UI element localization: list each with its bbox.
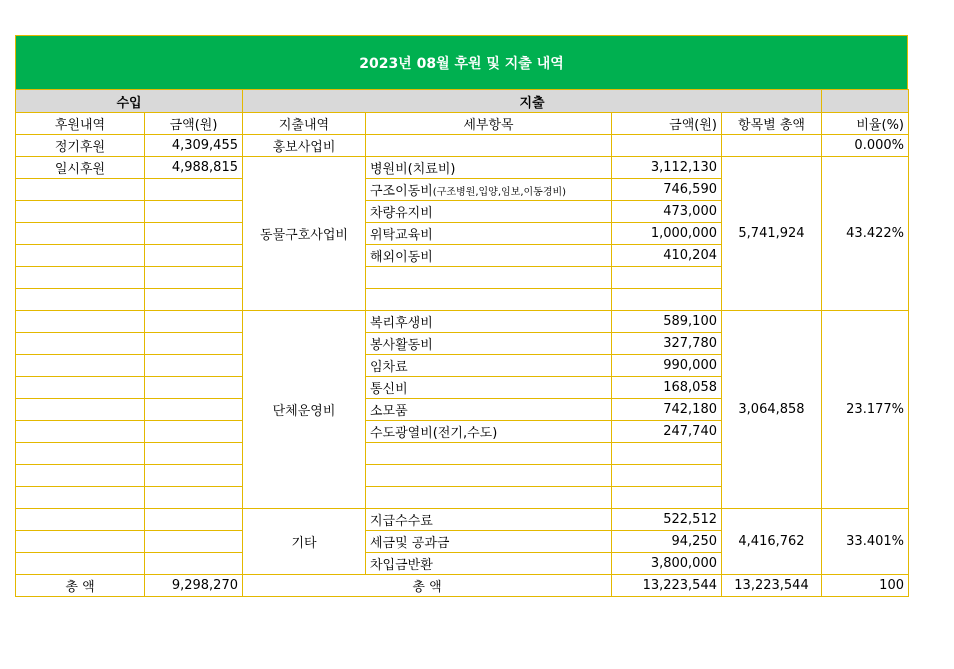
expense-amount-cell: 473,000 xyxy=(612,201,722,223)
detail-item-cell xyxy=(366,223,612,245)
detail-item-name: 복리후생비 xyxy=(370,316,433,331)
donation-type-header: 후원내역 xyxy=(16,113,145,135)
expense-amount-cell: 327,780 xyxy=(612,333,722,355)
blank-cell xyxy=(16,245,145,267)
income-label-cell: 정기후원 xyxy=(16,135,145,157)
blank-cell xyxy=(366,267,612,289)
blank-cell xyxy=(145,311,243,333)
ratio-cell: 43.422% xyxy=(822,157,909,311)
report-table xyxy=(15,89,909,597)
expense-amount-cell: 522,512 xyxy=(612,509,722,531)
blank-cell xyxy=(16,223,145,245)
ratio-cell: 33.401% xyxy=(822,509,909,575)
income-total-value: 9,298,270 xyxy=(145,575,243,597)
detail-item-cell xyxy=(366,157,612,179)
detail-item-header: 세부항목 xyxy=(366,113,612,135)
report-title: 2023년 08월 후원 및 지출 내역 xyxy=(15,35,908,89)
blank-cell xyxy=(16,465,145,487)
expense-amount-cell: 746,590 xyxy=(612,179,722,201)
blank-cell xyxy=(612,289,722,311)
expense-amount-cell: 742,180 xyxy=(612,399,722,421)
detail-item-name: 봉사활동비 xyxy=(370,338,433,353)
expense-amount-cell xyxy=(612,135,722,157)
blank-cell xyxy=(145,267,243,289)
detail-item-note: (구조병원,입양,임보,이동경비) xyxy=(432,187,567,198)
detail-item-cell xyxy=(366,553,612,575)
column-header-row xyxy=(16,113,909,135)
detail-item-name: 임차료 xyxy=(370,360,408,375)
blank-cell xyxy=(16,267,145,289)
blank-cell xyxy=(145,421,243,443)
ratio-cell: 23.177% xyxy=(822,311,909,509)
blank-cell xyxy=(366,443,612,465)
section-header-row xyxy=(16,90,909,113)
blank-cell xyxy=(16,289,145,311)
income-section-header: 수입 xyxy=(16,90,243,113)
blank-cell xyxy=(145,465,243,487)
expense-category-cell: 기타 xyxy=(243,509,366,575)
income-amount-header: 금액(원) xyxy=(145,113,243,135)
expense-total-value: 13,223,544 xyxy=(612,575,722,597)
detail-item-name: 세금및 공과금 xyxy=(370,536,450,551)
expense-amount-cell: 589,100 xyxy=(612,311,722,333)
expense-category-header: 지출내역 xyxy=(243,113,366,135)
detail-item-cell xyxy=(366,377,612,399)
ratio-total-value: 100 xyxy=(822,575,909,597)
blank-cell xyxy=(145,399,243,421)
detail-item-cell xyxy=(366,201,612,223)
expense-row xyxy=(16,157,909,179)
detail-item-name: 차입금반환 xyxy=(370,558,433,573)
blank-cell xyxy=(612,465,722,487)
expense-category-cell: 동물구호사업비 xyxy=(243,157,366,311)
detail-item-cell xyxy=(366,245,612,267)
item-total-cell: 4,416,762 xyxy=(722,509,822,575)
blank-cell xyxy=(366,289,612,311)
blank-cell xyxy=(145,531,243,553)
blank-cell xyxy=(145,377,243,399)
detail-item-cell xyxy=(366,311,612,333)
blank-cell xyxy=(145,355,243,377)
blank-cell xyxy=(612,267,722,289)
detail-item-name: 통신비 xyxy=(370,382,408,397)
blank-cell xyxy=(145,443,243,465)
blank-cell xyxy=(366,487,612,509)
blank-cell xyxy=(145,223,243,245)
blank-cell xyxy=(16,553,145,575)
detail-item-name: 병원비(치료비) xyxy=(370,162,456,177)
blank-cell xyxy=(16,377,145,399)
item-total-cell xyxy=(722,135,822,157)
item-total-cell: 5,741,924 xyxy=(722,157,822,311)
expense-amount-cell: 1,000,000 xyxy=(612,223,722,245)
blank-cell xyxy=(145,333,243,355)
grand-total-value: 13,223,544 xyxy=(722,575,822,597)
expense-row xyxy=(16,509,909,531)
blank-cell xyxy=(16,421,145,443)
income-amount-cell: 4,309,455 xyxy=(145,135,243,157)
expense-amount-header: 금액(원) xyxy=(612,113,722,135)
detail-item-name: 수도광열비(전기,수도) xyxy=(370,426,498,441)
expense-total-label: 총 액 xyxy=(243,575,612,597)
detail-item-cell xyxy=(366,421,612,443)
blank-cell xyxy=(16,179,145,201)
detail-item-name: 구조이동비 xyxy=(370,184,433,199)
expense-category-cell: 홍보사업비 xyxy=(243,135,366,157)
blank-cell xyxy=(145,245,243,267)
expense-amount-cell: 410,204 xyxy=(612,245,722,267)
expense-section-header: 지출 xyxy=(243,90,822,113)
expense-category-cell: 단체운영비 xyxy=(243,311,366,509)
detail-item-cell xyxy=(366,333,612,355)
ratio-header: 비율(%) xyxy=(822,113,909,135)
detail-item-name: 해외이동비 xyxy=(370,250,433,265)
income-amount-cell: 4,988,815 xyxy=(145,157,243,179)
detail-item-name: 지급수수료 xyxy=(370,514,433,529)
blank-cell xyxy=(16,443,145,465)
detail-item-cell xyxy=(366,355,612,377)
blank-cell xyxy=(145,179,243,201)
expense-amount-cell: 168,058 xyxy=(612,377,722,399)
expense-report-sheet xyxy=(15,35,908,597)
blank-cell xyxy=(145,201,243,223)
expense-amount-cell: 990,000 xyxy=(612,355,722,377)
blank-cell xyxy=(16,201,145,223)
expense-amount-cell: 247,740 xyxy=(612,421,722,443)
blank-cell xyxy=(16,487,145,509)
detail-item-cell xyxy=(366,399,612,421)
detail-item-cell xyxy=(366,509,612,531)
blank-cell xyxy=(16,399,145,421)
blank-cell xyxy=(366,465,612,487)
blank-cell xyxy=(612,487,722,509)
expense-amount-cell: 3,800,000 xyxy=(612,553,722,575)
expense-amount-cell: 3,112,130 xyxy=(612,157,722,179)
blank-cell xyxy=(822,90,909,113)
blank-cell xyxy=(145,487,243,509)
item-total-cell: 3,064,858 xyxy=(722,311,822,509)
detail-item-cell xyxy=(366,135,612,157)
income-total-label: 총 액 xyxy=(16,575,145,597)
item-total-header: 항목별 총액 xyxy=(722,113,822,135)
detail-item-name: 소모품 xyxy=(370,404,408,419)
expense-row xyxy=(16,311,909,333)
blank-cell xyxy=(16,311,145,333)
detail-item-cell xyxy=(366,179,612,201)
blank-cell xyxy=(145,509,243,531)
ratio-cell: 0.000% xyxy=(822,135,909,157)
detail-item-name: 차량유지비 xyxy=(370,206,433,221)
total-row xyxy=(16,575,909,597)
blank-cell xyxy=(145,289,243,311)
detail-item-name: 위탁교육비 xyxy=(370,228,433,243)
blank-cell xyxy=(16,333,145,355)
expense-amount-cell: 94,250 xyxy=(612,531,722,553)
blank-cell xyxy=(145,553,243,575)
blank-cell xyxy=(612,443,722,465)
blank-cell xyxy=(16,531,145,553)
blank-cell xyxy=(16,509,145,531)
detail-item-cell xyxy=(366,531,612,553)
promotion-row xyxy=(16,135,909,157)
income-label-cell: 일시후원 xyxy=(16,157,145,179)
blank-cell xyxy=(16,355,145,377)
